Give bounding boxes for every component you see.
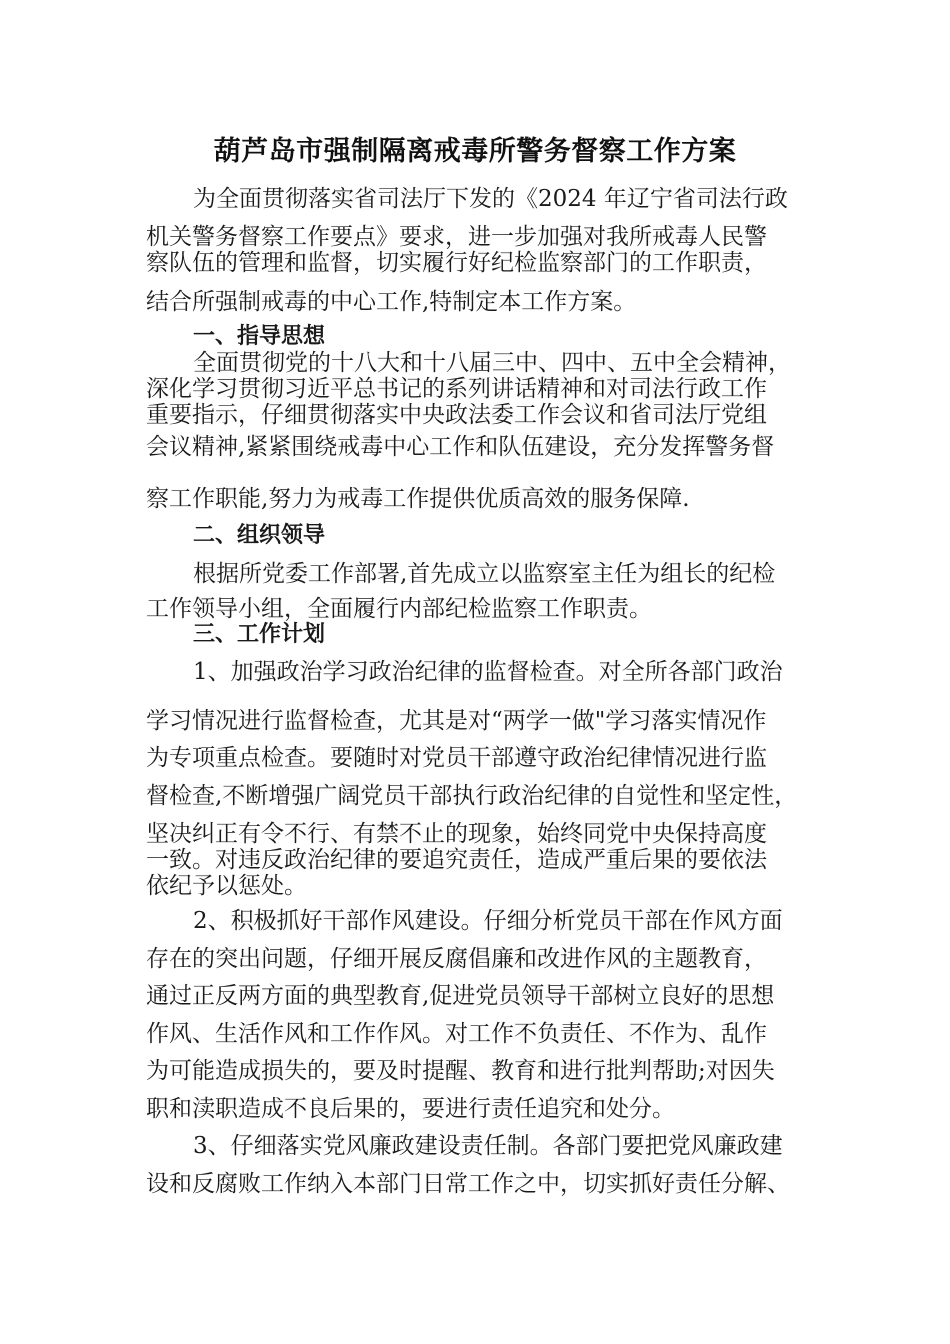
item1-line: 一致。对违反政治纪律的要追究责任，造成严重后果的要依法 [146, 847, 767, 873]
section1-line: 全面贯彻党的十八大和十八届三中、四中、五中全会精神， [193, 350, 791, 376]
item2-line: 为可能造成损失的，要及时提醒、教育和进行批判帮助;对因失 [146, 1058, 775, 1084]
item1-line: 1、加强政治学习政治纪律的监督检查。对全所各部门政治 [193, 659, 783, 685]
section-heading-work-plan: 三、工作计划 [193, 622, 326, 647]
section1-line: 重要指示，仔细贯彻落实中央政法委工作会议和省司法厅党组 [146, 402, 767, 428]
intro-line: 为全面贯彻落实省司法厅下发的《2024 年辽宁省司法行政 [193, 186, 788, 212]
item2-line: 职和渎职造成不良后果的，要进行责任追究和处分。 [146, 1096, 675, 1122]
item1-line: 依纪予以惩处。 [146, 873, 307, 899]
section2-line: 根据所党委工作部署,首先成立以监察室主任为组长的纪检 [193, 561, 776, 587]
item3-line: 设和反腐败工作纳入本部门日常工作之中，切实抓好责任分解、 [146, 1171, 790, 1197]
intro-line: 结合所强制戒毒的中心工作,特制定本工作方案。 [146, 289, 637, 315]
item2-line: 通过正反两方面的典型教育,促进党员领导干部树立良好的思想 [146, 983, 775, 1009]
section-heading-organization: 二、组织领导 [193, 523, 326, 548]
section1-line: 会议精神,紧紧围绕戒毒中心工作和队伍建设，充分发挥警务督 [146, 434, 775, 460]
intro-line: 察队伍的管理和监督，切实履行好纪检监察部门的工作职责， [146, 250, 767, 276]
section1-line: 深化学习贯彻习近平总书记的系列讲话精神和对司法行政工作 [146, 376, 767, 402]
section-heading-guiding-thought: 一、指导思想 [193, 324, 326, 349]
item1-line: 坚决纠正有令不行、有禁不止的现象，始终同党中央保持高度 [146, 821, 767, 847]
item1-line: 学习情况进行监督检查，尤其是对“两学一做"学习落实情况作 [146, 708, 767, 734]
item2-line: 存在的突出问题，仔细开展反腐倡廉和改进作风的主题教育， [146, 946, 767, 972]
intro-line: 机关警务督察工作要点》要求，进一步加强对我所戒毒人民警 [146, 224, 767, 250]
item2-line: 2、积极抓好干部作风建设。仔细分析党员干部在作风方面 [193, 908, 783, 934]
item2-line: 作风、生活作风和工作作风。对工作不负责任、不作为、乱作 [146, 1021, 767, 1047]
item3-line: 3、仔细落实党风廉政建设责任制。各部门要把党风廉政建 [193, 1133, 783, 1159]
item1-line: 督检查,不断增强广阔党员干部执行政治纪律的自觉性和坚定性， [146, 783, 798, 809]
item1-line: 为专项重点检查。要随时对党员干部遵守政治纪律情况进行监 [146, 745, 767, 771]
section2-line: 工作领导小组，全面履行内部纪检监察工作职责。 [146, 596, 652, 622]
section1-line: 察工作职能,努力为戒毒工作提供优质高效的服务保障. [146, 486, 690, 512]
document-title: 葫芦岛市强制隔离戒毒所警务督察工作方案 [213, 136, 737, 167]
